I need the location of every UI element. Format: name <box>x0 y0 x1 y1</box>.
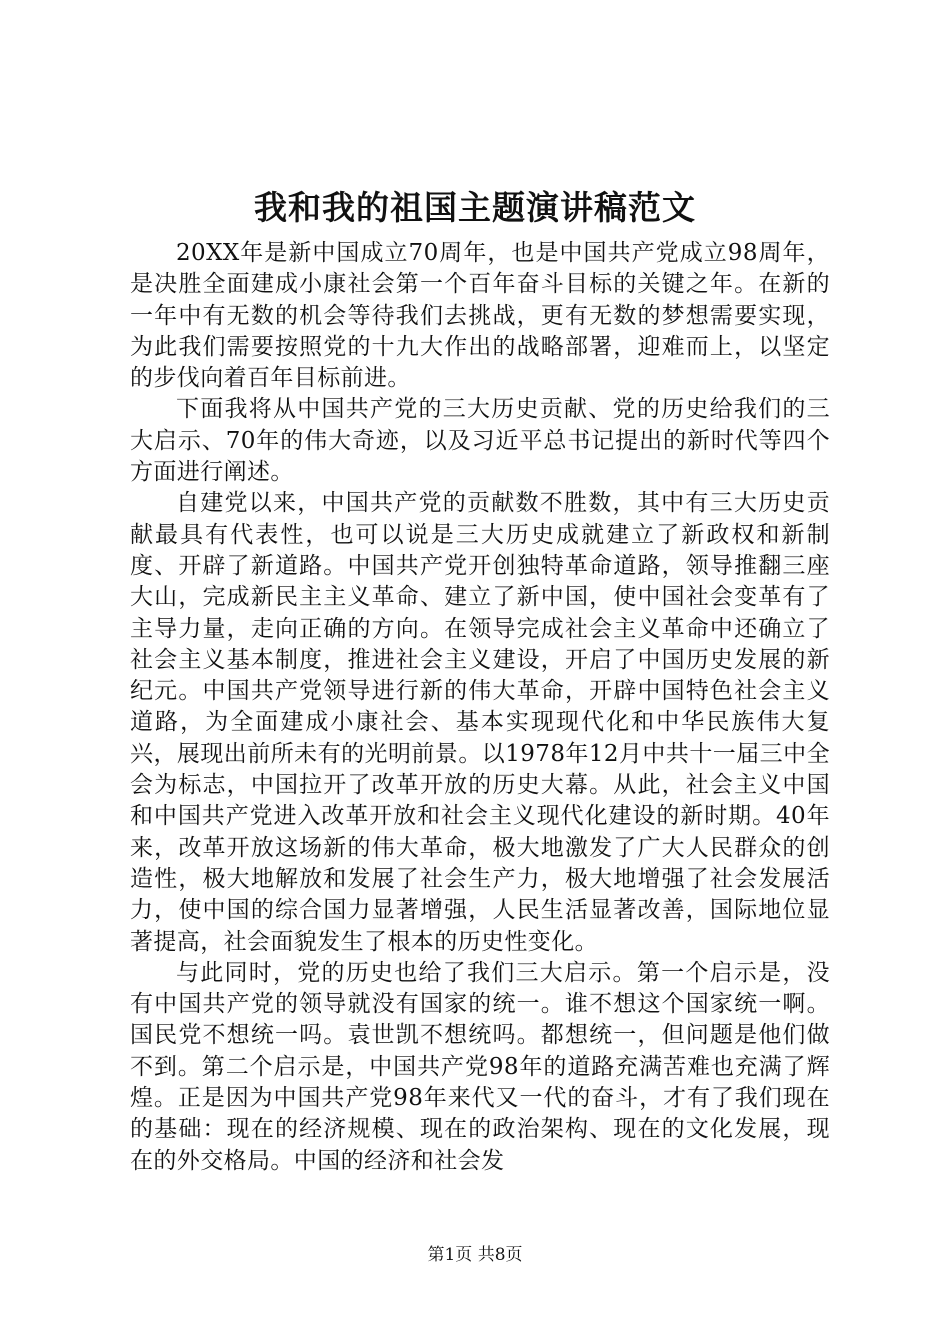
paragraph-4: 与此同时，党的历史也给了我们三大启示。第一个启示是，没有中国共产党的领导就没有国家的统一。谁不想这个国家统一啊。国民党不想统一吗。袁世凯不想统吗。都想统一，但问题是他们做不到。第二个启示是，中国共产党98年的道路充满苦难也充满了辉煌。正是因为中国共产党98年来代又一代的奋斗，才有了我们现在的基础：现在的经济规模、现在的政治架构、现在的文化发展，现在的外交格局。中国的经济和社会发 <box>130 959 830 1174</box>
document-title: 我和我的祖国主题演讲稿范文 <box>254 188 696 227</box>
document-body <box>130 238 830 1177</box>
paragraph-1: 20XX年是新中国成立70周年，也是中国共产党成立98周年，是决胜全面建成小康社会第一个百年奋斗目标的关键之年。在新的一年中有无数的机会等待我们去挑战，更有无数的梦想需要实现，为此我们需要按照党的十九大作出的战略部署，迎难而上，以坚定的步伐向着百年目标前进。 <box>130 240 830 392</box>
paragraph-3: 自建党以来，中国共产党的贡献数不胜数，其中有三大历史贡献最具有代表性，也可以说是三大历史成就建立了新政权和新制度、开辟了新道路。中国共产党开创独特革命道路，领导推翻三座大山，完成新民主主义革命、建立了新中国，使中国社会变革有了主导力量，走向正确的方向。在领导完成社会主义革命中还确立了社会主义基本制度，推进社会主义建设，开启了中国历史发展的新纪元。中国共产党领导进行新的伟大革命，开辟中国特色社会主义道路，为全面建成小康社会、基本实现现代化和中华民族伟大复兴，展现出前所未有的光明前景。以1978年12月中共十一届三中全会为标志，中国拉开了改革开放的历史大幕。从此，社会主义中国和中国共产党进入改革开放和社会主义现代化建设的新时期。40年来，改革开放这场新的伟大革命，极大地激发了广大人民群众的创造性，极大地解放和发展了社会生产力，极大地增强了社会发展活力，使中国的综合国力显著增强，人民生活显著改善，国际地位显著提高，社会面貌发生了根本的历史性变化。 <box>130 490 830 955</box>
paragraph-2: 下面我将从中国共产党的三大历史贡献、党的历史给我们的三大启示、70年的伟大奇迹，以及习近平总书记提出的新时代等四个方面进行阐述。 <box>130 396 830 486</box>
page-number-footer: 第1页 共8页 <box>427 1245 523 1265</box>
